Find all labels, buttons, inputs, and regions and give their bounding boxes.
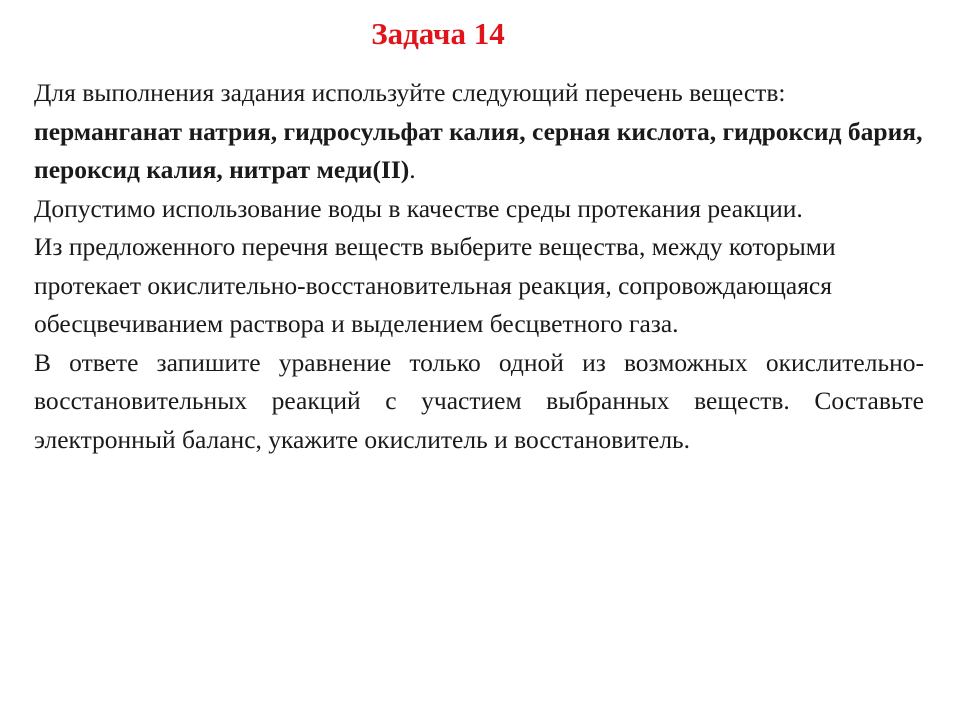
substances-list: перманганат натрия, гидросульфат калия, серная кислота, гидроксид бария, пероксид калия, нитрат меди(II): [34, 116, 923, 184]
answer-instructions-paragraph: В ответе запишите уравнение только одной из возможных окислительно-восстановительных реакций с участием выбранных веществ. Составьте электронный баланс, укажите окислитель и восстановитель.: [34, 347, 924, 454]
medium-paragraph: Допустимо использование воды в качестве среды протекания реакции.: [34, 193, 803, 223]
substances-period: .: [409, 155, 416, 184]
task-body: [34, 74, 924, 459]
selection-paragraph: Из предложенного перечня веществ выберите вещества, между которыми протекает окислительно-восстановительная реакция, сопровождающаяся обесцвечиванием раствора и выделением бесцветного газа.: [34, 232, 836, 338]
task-title: Задача 14: [371, 16, 505, 51]
substances-intro: Для выполнения задания используйте следующий перечень веществ:: [34, 78, 786, 107]
substances-paragraph: [34, 74, 924, 190]
